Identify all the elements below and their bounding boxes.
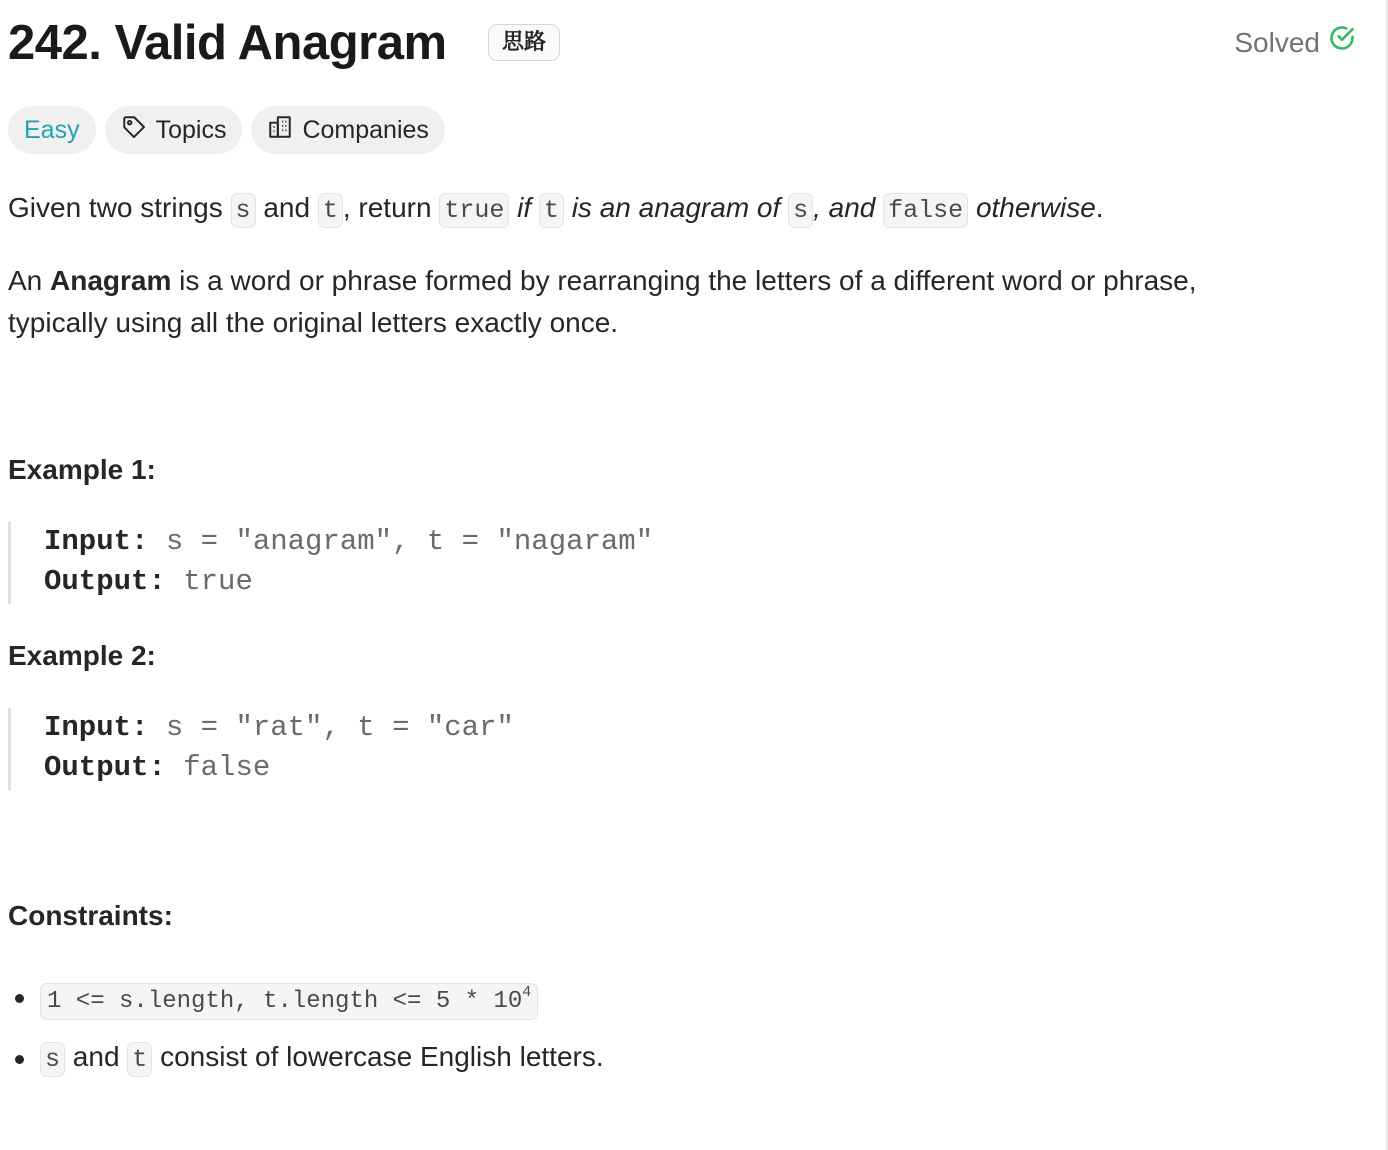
tag-icon	[121, 114, 147, 147]
tag-chips	[8, 106, 445, 154]
constraints-heading: Constraints:	[8, 900, 173, 931]
example-input-line	[44, 708, 908, 748]
text: .	[1095, 192, 1104, 223]
constraint-text: 1 <= s.length, t.length <= 5 * 10	[47, 988, 523, 1015]
input-value: s = "rat", t = "car"	[165, 711, 514, 744]
output-label: Output:	[44, 565, 166, 598]
topics-chip[interactable]	[105, 106, 243, 154]
example-1-block	[8, 522, 908, 604]
text: and	[255, 192, 318, 223]
inline-code: s	[231, 193, 256, 228]
example-input-line	[44, 522, 908, 562]
example-output-line	[44, 748, 908, 788]
check-circle-icon	[1328, 24, 1356, 61]
text: Given two strings	[8, 192, 231, 223]
output-value: true	[183, 565, 253, 598]
input-label: Input:	[44, 525, 149, 558]
problem-title: 242. Valid Anagram	[8, 16, 447, 70]
solved-status	[1234, 24, 1356, 61]
inline-code: t	[127, 1042, 152, 1077]
constraints-list-item-2	[8, 1036, 604, 1078]
output-value: false	[183, 751, 271, 784]
inline-code: false	[883, 193, 968, 228]
example-2-block	[8, 708, 908, 790]
inline-code: s	[40, 1042, 65, 1077]
input-label: Input:	[44, 711, 149, 744]
list-item	[8, 972, 538, 1023]
inline-code: t	[318, 193, 343, 228]
building-icon	[267, 114, 293, 147]
text: and	[65, 1041, 128, 1072]
example-2-heading: Example 2:	[8, 640, 156, 671]
text: , return	[342, 192, 440, 223]
example-1-heading: Example 1:	[8, 454, 156, 485]
hint-badge[interactable]: 思路	[488, 24, 560, 61]
italic-text: , and	[813, 192, 876, 223]
solved-label: Solved	[1234, 26, 1320, 58]
output-label: Output:	[44, 751, 166, 784]
difficulty-chip[interactable]	[8, 106, 96, 154]
inline-code: s	[788, 193, 813, 228]
description-paragraph-1	[8, 187, 1104, 232]
italic-text: if	[517, 192, 532, 223]
italic-text: is an anagram of	[571, 192, 781, 223]
constraints-list-item-1	[8, 972, 538, 1014]
difficulty-label: Easy	[24, 115, 80, 144]
inline-code: t	[539, 193, 564, 228]
text: is a word or phrase formed by rearranging the letters of a different word or phrase, typically using all the original letters exactly once.	[8, 265, 1197, 338]
example-output-line	[44, 562, 908, 602]
companies-label: Companies	[302, 115, 429, 144]
input-value: s = "anagram", t = "nagaram"	[165, 525, 654, 558]
text: consist of lowercase English letters.	[152, 1041, 604, 1072]
exponent: 4	[522, 984, 532, 1001]
list-item	[8, 1036, 604, 1081]
bold-term: Anagram	[50, 265, 172, 296]
description-paragraph-2	[8, 260, 1298, 344]
italic-text: otherwise	[975, 192, 1096, 223]
inline-code: true	[439, 193, 509, 228]
constraint-code	[40, 983, 538, 1020]
companies-chip[interactable]	[251, 106, 444, 154]
text: An	[8, 265, 51, 296]
topics-label: Topics	[155, 115, 227, 144]
